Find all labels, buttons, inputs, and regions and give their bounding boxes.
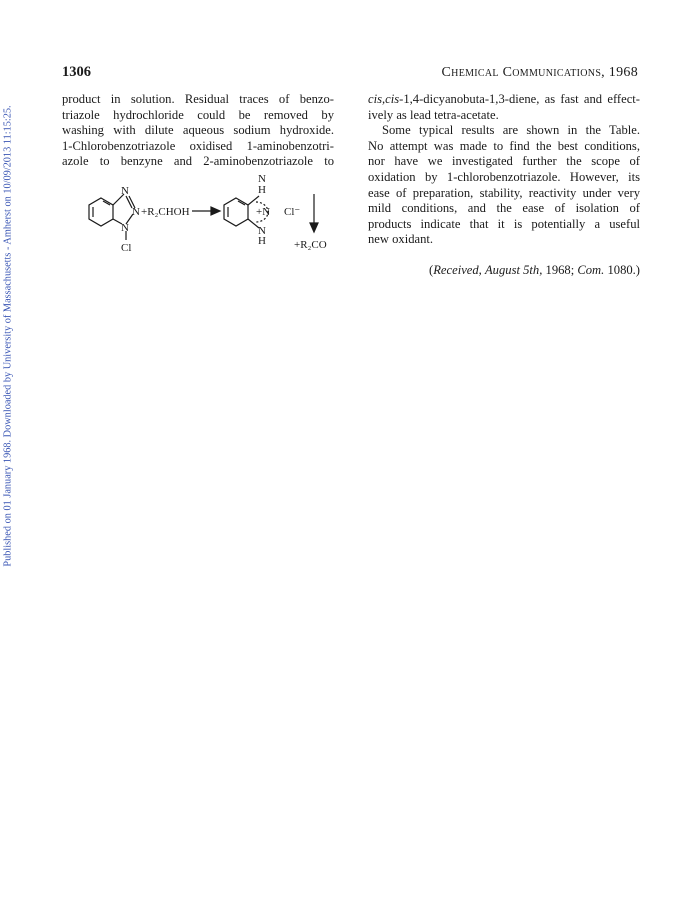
right-line-1-rest: -1,4-dicyanobuta-1,3-diene, as fast and effect- (399, 92, 640, 106)
reaction-scheme (70, 172, 330, 252)
reactant-n-top: N (121, 185, 129, 197)
product-n-plus: +N (256, 206, 271, 218)
cis-cis-italic: cis,cis (368, 92, 400, 106)
counterion-label: Cl⁻ (284, 206, 301, 218)
product-n-top: N (258, 173, 266, 185)
received-year: 1968; (545, 263, 575, 277)
journal-year: 1968 (608, 65, 638, 80)
right-line-5: nor have we investigated further the scope of (368, 154, 640, 169)
received-date: August 5th, (484, 263, 543, 277)
right-line-7: ease of preparation, stability, reactivity under very (368, 185, 640, 200)
journal-name: Chemical Communications, (441, 65, 605, 80)
received-open: ( (429, 263, 434, 277)
reactant-cl: Cl (121, 242, 132, 252)
left-line-3: washing with dilute aqueous sodium hydroxide. (62, 123, 334, 138)
right-line-2: ively as lead tetra-acetate. (368, 107, 499, 122)
product-h-bottom: H (258, 235, 266, 247)
received-label: Received, (433, 263, 482, 277)
com-label: Com. (577, 263, 605, 277)
left-column (62, 92, 334, 170)
down-arrow (310, 194, 318, 232)
left-line-1: product in solution. Residual traces of benzo- (62, 92, 334, 106)
download-watermark (2, 96, 14, 576)
right-line-3: Some typical results are shown in the Table. (382, 123, 640, 138)
right-line-4: No attempt was made to find the best conditions, (368, 138, 640, 153)
reactant-n-bottom: N (121, 222, 129, 234)
left-line-4: 1-Chlorobenzotriazole oxidised 1-aminobenzotri- (62, 138, 334, 153)
running-head (442, 65, 638, 81)
right-line-10: new oxidant. (368, 232, 434, 247)
reaction-arrow (192, 207, 220, 215)
right-line-1 (368, 92, 640, 108)
com-number: 1080.) (607, 263, 640, 277)
received-line (368, 263, 640, 278)
left-line-5: azole to benzyne and 2-aminobenzotriazole to (62, 154, 334, 169)
download-watermark-text: Published on 01 January 1968. Downloaded by University of Massachusetts - Amherst on 10/09/2013 11:15:25. (2, 105, 14, 567)
right-line-6: oxidation by 1-chlorobenzotriazole. However, its (368, 169, 640, 184)
left-line-2: triazole hydrochloride could be removed by (62, 107, 334, 122)
page-number: 1306 (62, 64, 91, 80)
product-h-top: H (258, 184, 266, 196)
right-line-8: mild conditions, and the ease of isolation of (368, 201, 640, 216)
product-n-bottom: N (258, 225, 266, 237)
right-column (368, 92, 640, 248)
right-line-9: products indicate that it is potentially a useful (368, 216, 640, 231)
reagent-label: +R₂CHOH (141, 206, 190, 218)
coproduct-label: +R₂CO (294, 239, 327, 251)
reactant-n-mid: N (132, 206, 140, 218)
